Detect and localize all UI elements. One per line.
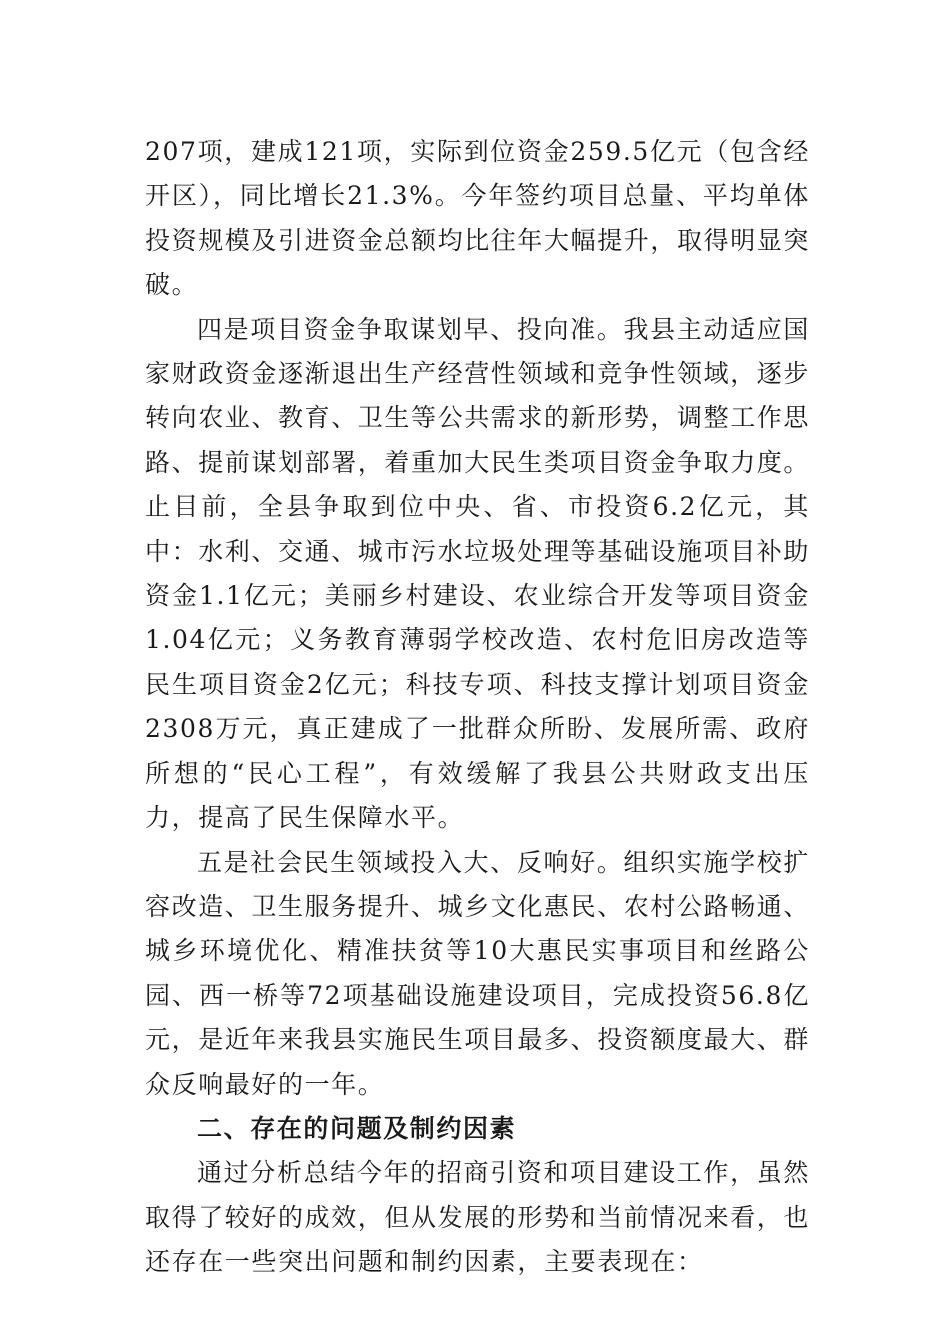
section-heading: 二、存在的问题及制约因素 xyxy=(197,1113,517,1143)
paragraph-continuation: 207项，建成121项，实际到位资金259.5亿元（包含经开区），同比增长21.3%。今年签约项目总量、平均单体投资规模及引进资金总额均比往年大幅提升，取得明显突破。 xyxy=(145,137,811,300)
paragraph-problems-intro: 通过分析总结今年的招商引资和项目建设工作，虽然取得了较好的成效，但从发展的形势和当前情况来看，也还存在一些突出问题和制约因素，主要表现在： xyxy=(145,1158,811,1277)
paragraph-livelihood-investment: 五是社会民生领域投入大、反响好。组织实施学校扩容改造、卫生服务提升、城乡文化惠民、农村公路畅通、城乡环境优化、精准扶贫等10大惠民实事项目和丝路公园、西一桥等72项基础设施建设项目，完成投资56.8亿元，是近年来我县实施民生项目最多、投资额度最大、群众反响最好的一年。 xyxy=(145,847,811,1099)
document-body xyxy=(145,130,810,1285)
paragraph-project-funding: 四是项目资金争取谋划早、投向准。我县主动适应国家财政资金逐渐退出生产经营性领域和竞争性领域，逐步转向农业、教育、卫生等公共需求的新形势，调整工作思路、提前谋划部署，着重加大民生类项目资金争取力度。止目前，全县争取到位中央、省、市投资6.2亿元，其中：水利、交通、城市污水垃圾处理等基础设施项目补助资金1.1亿元；美丽乡村建设、农业综合开发等项目资金1.04亿元；义务教育薄弱学校改造、农村危旧房改造等民生项目资金2亿元；科技专项、科技支撑计划项目资金2308万元，真正建成了一批群众所盼、发展所需、政府所想的“民心工程”，有效缓解了我县公共财政支出压力，提高了民生保障水平。 xyxy=(145,314,811,833)
